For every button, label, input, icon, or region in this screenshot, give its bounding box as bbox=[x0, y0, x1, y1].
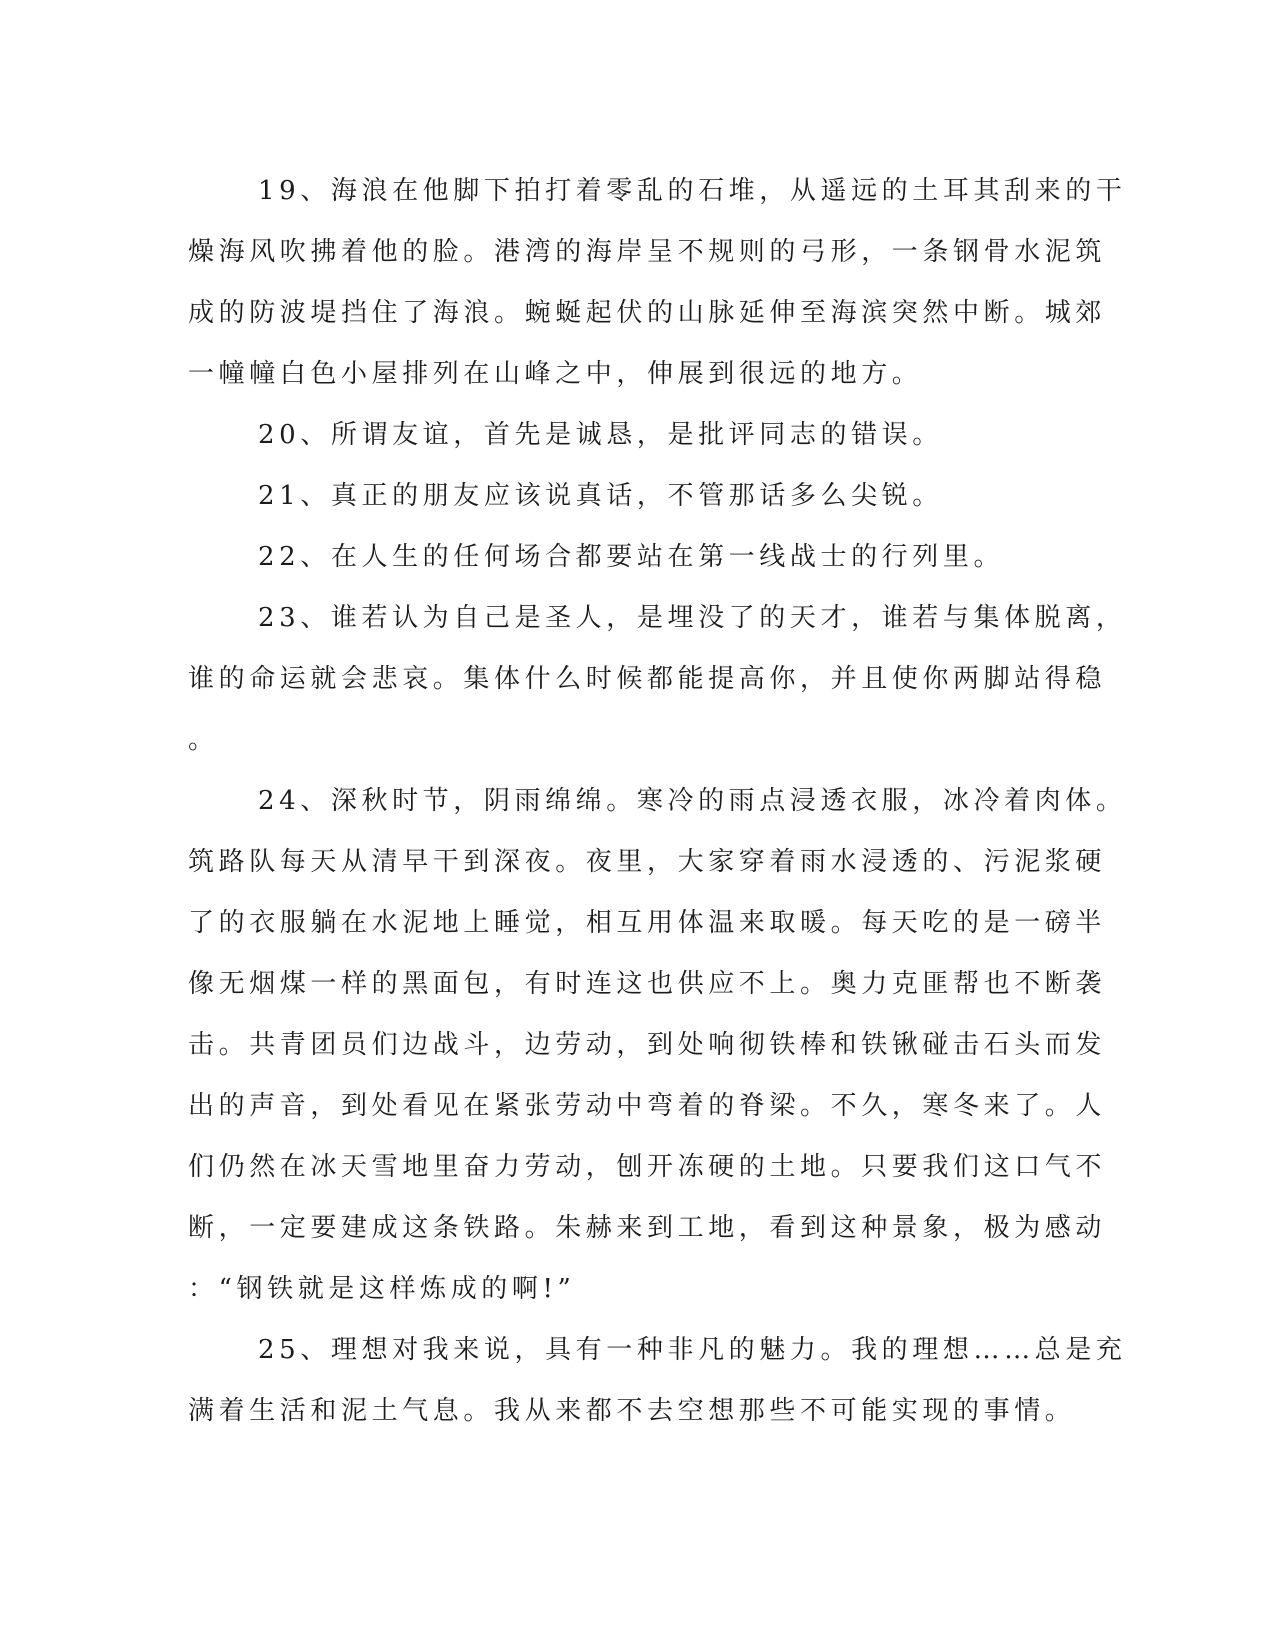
text-line: 20、所谓友谊，首先是诚恳，是批评同志的错误。 bbox=[258, 420, 943, 450]
text-line: 谁的命运就会悲哀。集体什么时候都能提高你，并且使你两脚站得稳 bbox=[188, 664, 1107, 694]
text-line: 24、深秋时节，阴雨绵绵。寒冷的雨点浸透衣服，冰冷着肉体。 bbox=[258, 786, 1127, 816]
text-line: 击。共青团员们边战斗，边劳动，到处响彻铁棒和铁锹碰击石头而发 bbox=[188, 1030, 1107, 1060]
paragraph-24 bbox=[188, 771, 1127, 1320]
text-line: 21、真正的朋友应该说真话，不管那话多么尖锐。 bbox=[258, 481, 943, 511]
text-line: 们仍然在冰天雪地里奋力劳动，刨开冻硬的土地。只要我们这口气不 bbox=[188, 1152, 1107, 1182]
text-line: 满着生活和泥土气息。我从来都不去空想那些不可能实现的事情。 bbox=[188, 1396, 1076, 1426]
paragraph-19 bbox=[188, 161, 1127, 405]
text-line: 像无烟煤一样的黑面包，有时连这也供应不上。奥力克匪帮也不断袭 bbox=[188, 969, 1107, 999]
paragraph-23 bbox=[188, 588, 1127, 771]
text-line: 23、谁若认为自己是圣人，是埋没了的天才，谁若与集体脱离， bbox=[258, 603, 1127, 633]
text-line: ：“钢铁就是这样炼成的啊!” bbox=[188, 1274, 576, 1304]
text-line: 了的衣服躺在水泥地上睡觉，相互用体温来取暖。每天吃的是一磅半 bbox=[188, 908, 1107, 938]
paragraph-20 bbox=[188, 405, 1068, 466]
paragraph-22 bbox=[188, 527, 1068, 588]
text-line: 断，一定要建成这条铁路。朱赫来到工地，看到这种景象，极为感动 bbox=[188, 1213, 1107, 1243]
text-line: 。 bbox=[188, 725, 219, 755]
text-line: 成的防波堤挡住了海浪。蜿蜒起伏的山脉延伸至海滨突然中断。城郊 bbox=[188, 298, 1107, 328]
paragraph-25 bbox=[188, 1320, 1127, 1442]
text-line: 一幢幢白色小屋排列在山峰之中，伸展到很远的地方。 bbox=[188, 359, 923, 389]
text-line: 25、理想对我来说，具有一种非凡的魅力。我的理想……总是充 bbox=[258, 1335, 1127, 1365]
text-line: 出的声音，到处看见在紧张劳动中弯着的脊梁。不久，寒冬来了。人 bbox=[188, 1091, 1107, 1121]
text-line: 19、海浪在他脚下拍打着零乱的石堆，从遥远的土耳其刮来的干 bbox=[258, 176, 1127, 206]
text-line: 22、在人生的任何场合都要站在第一线战士的行列里。 bbox=[258, 542, 1005, 572]
document-body bbox=[188, 161, 1127, 1442]
paragraph-21 bbox=[188, 466, 1068, 527]
text-line: 燥海风吹拂着他的脸。港湾的海岸呈不规则的弓形，一条钢骨水泥筑 bbox=[188, 237, 1107, 267]
text-line: 筑路队每天从清早干到深夜。夜里，大家穿着雨水浸透的、污泥浆硬 bbox=[188, 847, 1107, 877]
